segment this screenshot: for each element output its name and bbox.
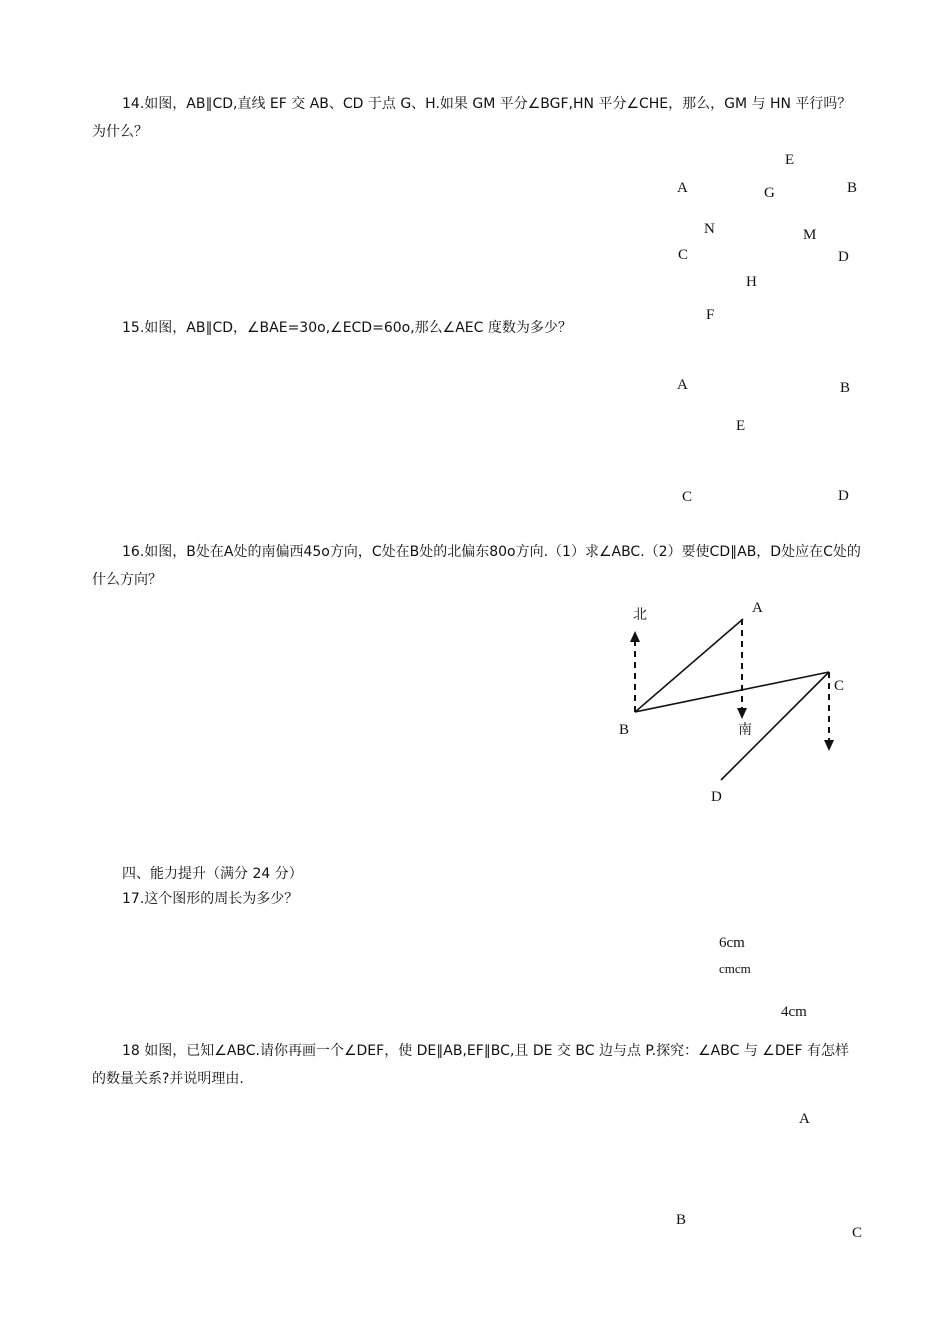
fig16-label-north: 北 [633, 607, 647, 623]
fig17-label-6cm: 6cm [719, 935, 745, 951]
fig14-label-f: F [706, 307, 715, 323]
question-14-text: 14.如图，AB∥CD,直线 EF 交 AB、CD 于点 G、H.如果 GM 平分∠BGF,HN 平分∠CHE，那么，GM 与 HN 平行吗？为什么？ [92, 96, 852, 140]
fig14-label-m: M [803, 227, 817, 243]
fig16-label-c: C [834, 678, 845, 694]
fig16-label-d: D [711, 789, 722, 805]
question-16-text: 16.如图，B处在A处的南偏西45o方向，C处在B处的北偏东80o方向.（1）求∠ABC.（2）要使CD∥AB，D处应在C处的什么方向？ [92, 544, 861, 588]
fig14-label-e: E [785, 152, 795, 168]
section-4-title: 四、能力提升（满分 24 分） [122, 866, 303, 882]
fig15-label-e: E [736, 418, 746, 434]
fig17-label-cmcm: cmcm [719, 961, 751, 976]
fig15-label-a: A [677, 377, 688, 393]
fig15-label-b: B [840, 380, 851, 396]
south-arrow-head-a [737, 708, 747, 719]
fig16-label-south: 南 [738, 722, 752, 738]
fig14-label-b: B [847, 180, 858, 196]
fig14-label-a: A [677, 180, 688, 196]
segment-bc [635, 672, 829, 712]
north-arrow-head [630, 631, 640, 642]
question-17-text: 17.这个图形的周长为多少？ [122, 891, 299, 907]
fig14-label-h: H [746, 274, 757, 290]
fig14-label-g: G [764, 185, 775, 201]
fig14-label-n: N [704, 221, 715, 237]
segment-ab [635, 619, 743, 712]
fig18-label-a: A [799, 1111, 810, 1127]
fig17-label-4cm: 4cm [781, 1004, 807, 1020]
fig16-label-b: B [619, 722, 630, 738]
fig16-label-a: A [752, 600, 763, 616]
question-18 [92, 1037, 862, 1093]
fig14-label-c: C [678, 247, 689, 263]
south-arrow-head-c [824, 740, 834, 751]
question-18-text: 18 如图，已知∠ABC.请你再画一个∠DEF，使 DE∥AB,EF∥BC,且 DE 交 BC 边与点 P.探究：∠ABC 与 ∠DEF 有怎样的数量关系?并说明理由. [92, 1043, 849, 1087]
fig15-label-d: D [838, 488, 849, 504]
fig18-label-c: C [852, 1225, 863, 1241]
fig18-label-b: B [676, 1212, 687, 1228]
question-15-text: 15.如图，AB∥CD，∠BAE=30o,∠ECD=60o,那么∠AEC 度数为多少？ [122, 320, 572, 336]
fig14-label-d: D [838, 249, 849, 265]
fig15-label-c: C [682, 489, 693, 505]
